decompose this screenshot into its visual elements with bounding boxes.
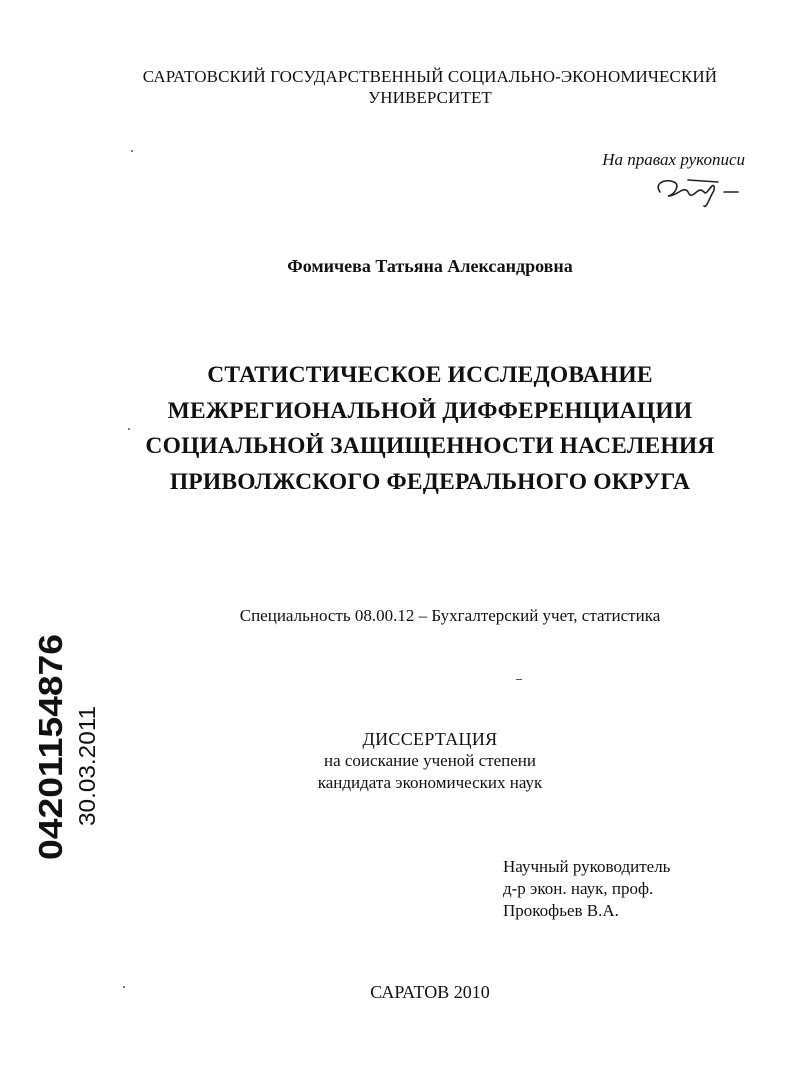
degree-block [180, 728, 680, 794]
title-line-3: СОЦИАЛЬНОЙ ЗАЩИЩЕННОСТИ НАСЕЛЕНИЯ [145, 433, 715, 459]
title-line-1: СТАТИСТИЧЕСКОЕ ИССЛЕДОВАНИЕ [207, 362, 653, 388]
stamp-date: 30.03.2011 [74, 712, 100, 826]
stamp-number: 04201154876 [32, 659, 69, 860]
dissertation-title [100, 358, 760, 500]
specialty-line: Специальность 08.00.12 – Бухгалтерский учет, статистика [239, 606, 661, 625]
scan-speck [123, 986, 125, 988]
title-line-2: МЕЖРЕГИОНАЛЬНОЙ ДИФФЕРЕНЦИАЦИИ [167, 397, 693, 424]
manuscript-rights-note: На правах рукописи [602, 150, 745, 169]
university-name [120, 66, 740, 108]
scan-speck [516, 679, 522, 680]
university-line-1: САРАТОВСКИЙ ГОСУДАРСТВЕННЫЙ СОЦИАЛЬНО-ЭКОНОМИЧЕСКИЙ [142, 67, 718, 86]
scan-speck [131, 150, 133, 152]
degree-line-2: на соискание ученой степени [323, 751, 537, 770]
supervisor-block [503, 856, 763, 922]
scan-speck [128, 428, 130, 430]
degree-type: ДИССЕРТАЦИЯ [362, 729, 498, 749]
title-line-4: ПРИВОЛЖСКОГО ФЕДЕРАЛЬНОГО ОКРУГА [169, 468, 691, 495]
supervisor-name: Прокофьев В.А. [503, 901, 619, 920]
supervisor-role: Научный руководитель [503, 857, 671, 876]
handwritten-signature [650, 170, 750, 210]
university-line-2: УНИВЕРСИТЕТ [368, 88, 492, 107]
author-name: Фомичева Татьяна Александровна [287, 256, 573, 276]
supervisor-credentials: д-р экон. наук, проф. [503, 879, 654, 898]
library-stamp [14, 630, 104, 870]
degree-line-3: кандидата экономических наук [317, 773, 543, 792]
city-year: САРАТОВ 2010 [370, 982, 490, 1002]
